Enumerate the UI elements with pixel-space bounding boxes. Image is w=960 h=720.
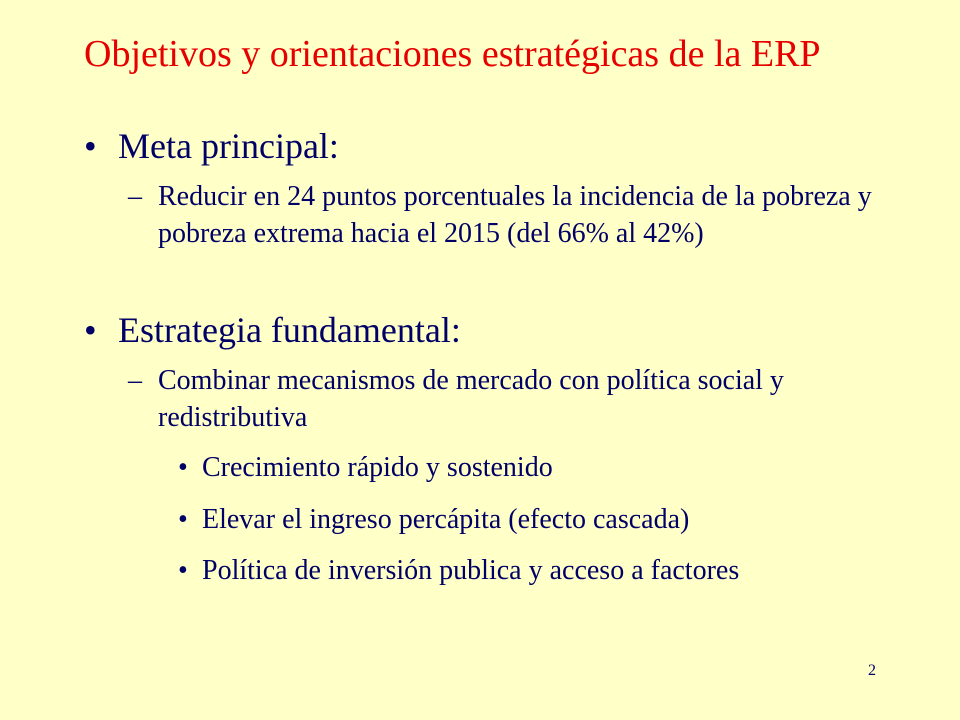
bullet-label: Estrategia fundamental: bbox=[118, 310, 461, 350]
sub-bullet-estrategia bbox=[128, 362, 888, 436]
dash-icon: – bbox=[128, 365, 142, 396]
bullet-icon: • bbox=[178, 452, 188, 483]
subsub-bullet-text: Crecimiento rápido y sostenido bbox=[202, 452, 553, 483]
sub-bullet-text: Reducir en 24 puntos porcentuales la incidencia de la pobreza y pobreza extrema hacia el 2015 (del 66% al 42%) bbox=[158, 181, 872, 249]
subsub-bullet-text: Elevar el ingreso percápita (efecto cascada) bbox=[202, 504, 690, 535]
bullet-icon: • bbox=[84, 126, 97, 166]
slide-title: Objetivos y orientaciones estratégicas de la ERP bbox=[84, 33, 821, 75]
bullet-icon: • bbox=[178, 504, 188, 535]
bullet-icon: • bbox=[84, 310, 97, 350]
subsub-bullet-crecimiento bbox=[178, 449, 868, 486]
bullet-icon: • bbox=[178, 555, 188, 586]
subsub-bullet-text: Política de inversión publica y acceso a factores bbox=[202, 555, 740, 586]
sub-bullet-text: Combinar mecanismos de mercado con política social y redistributiva bbox=[158, 365, 784, 433]
bullet-label: Meta principal: bbox=[118, 126, 339, 166]
sub-bullet-meta bbox=[128, 178, 888, 252]
page-number: 2 bbox=[868, 662, 876, 679]
subsub-bullet-ingreso bbox=[178, 501, 868, 538]
subsub-bullet-inversion bbox=[178, 552, 868, 589]
dash-icon: – bbox=[128, 181, 142, 212]
